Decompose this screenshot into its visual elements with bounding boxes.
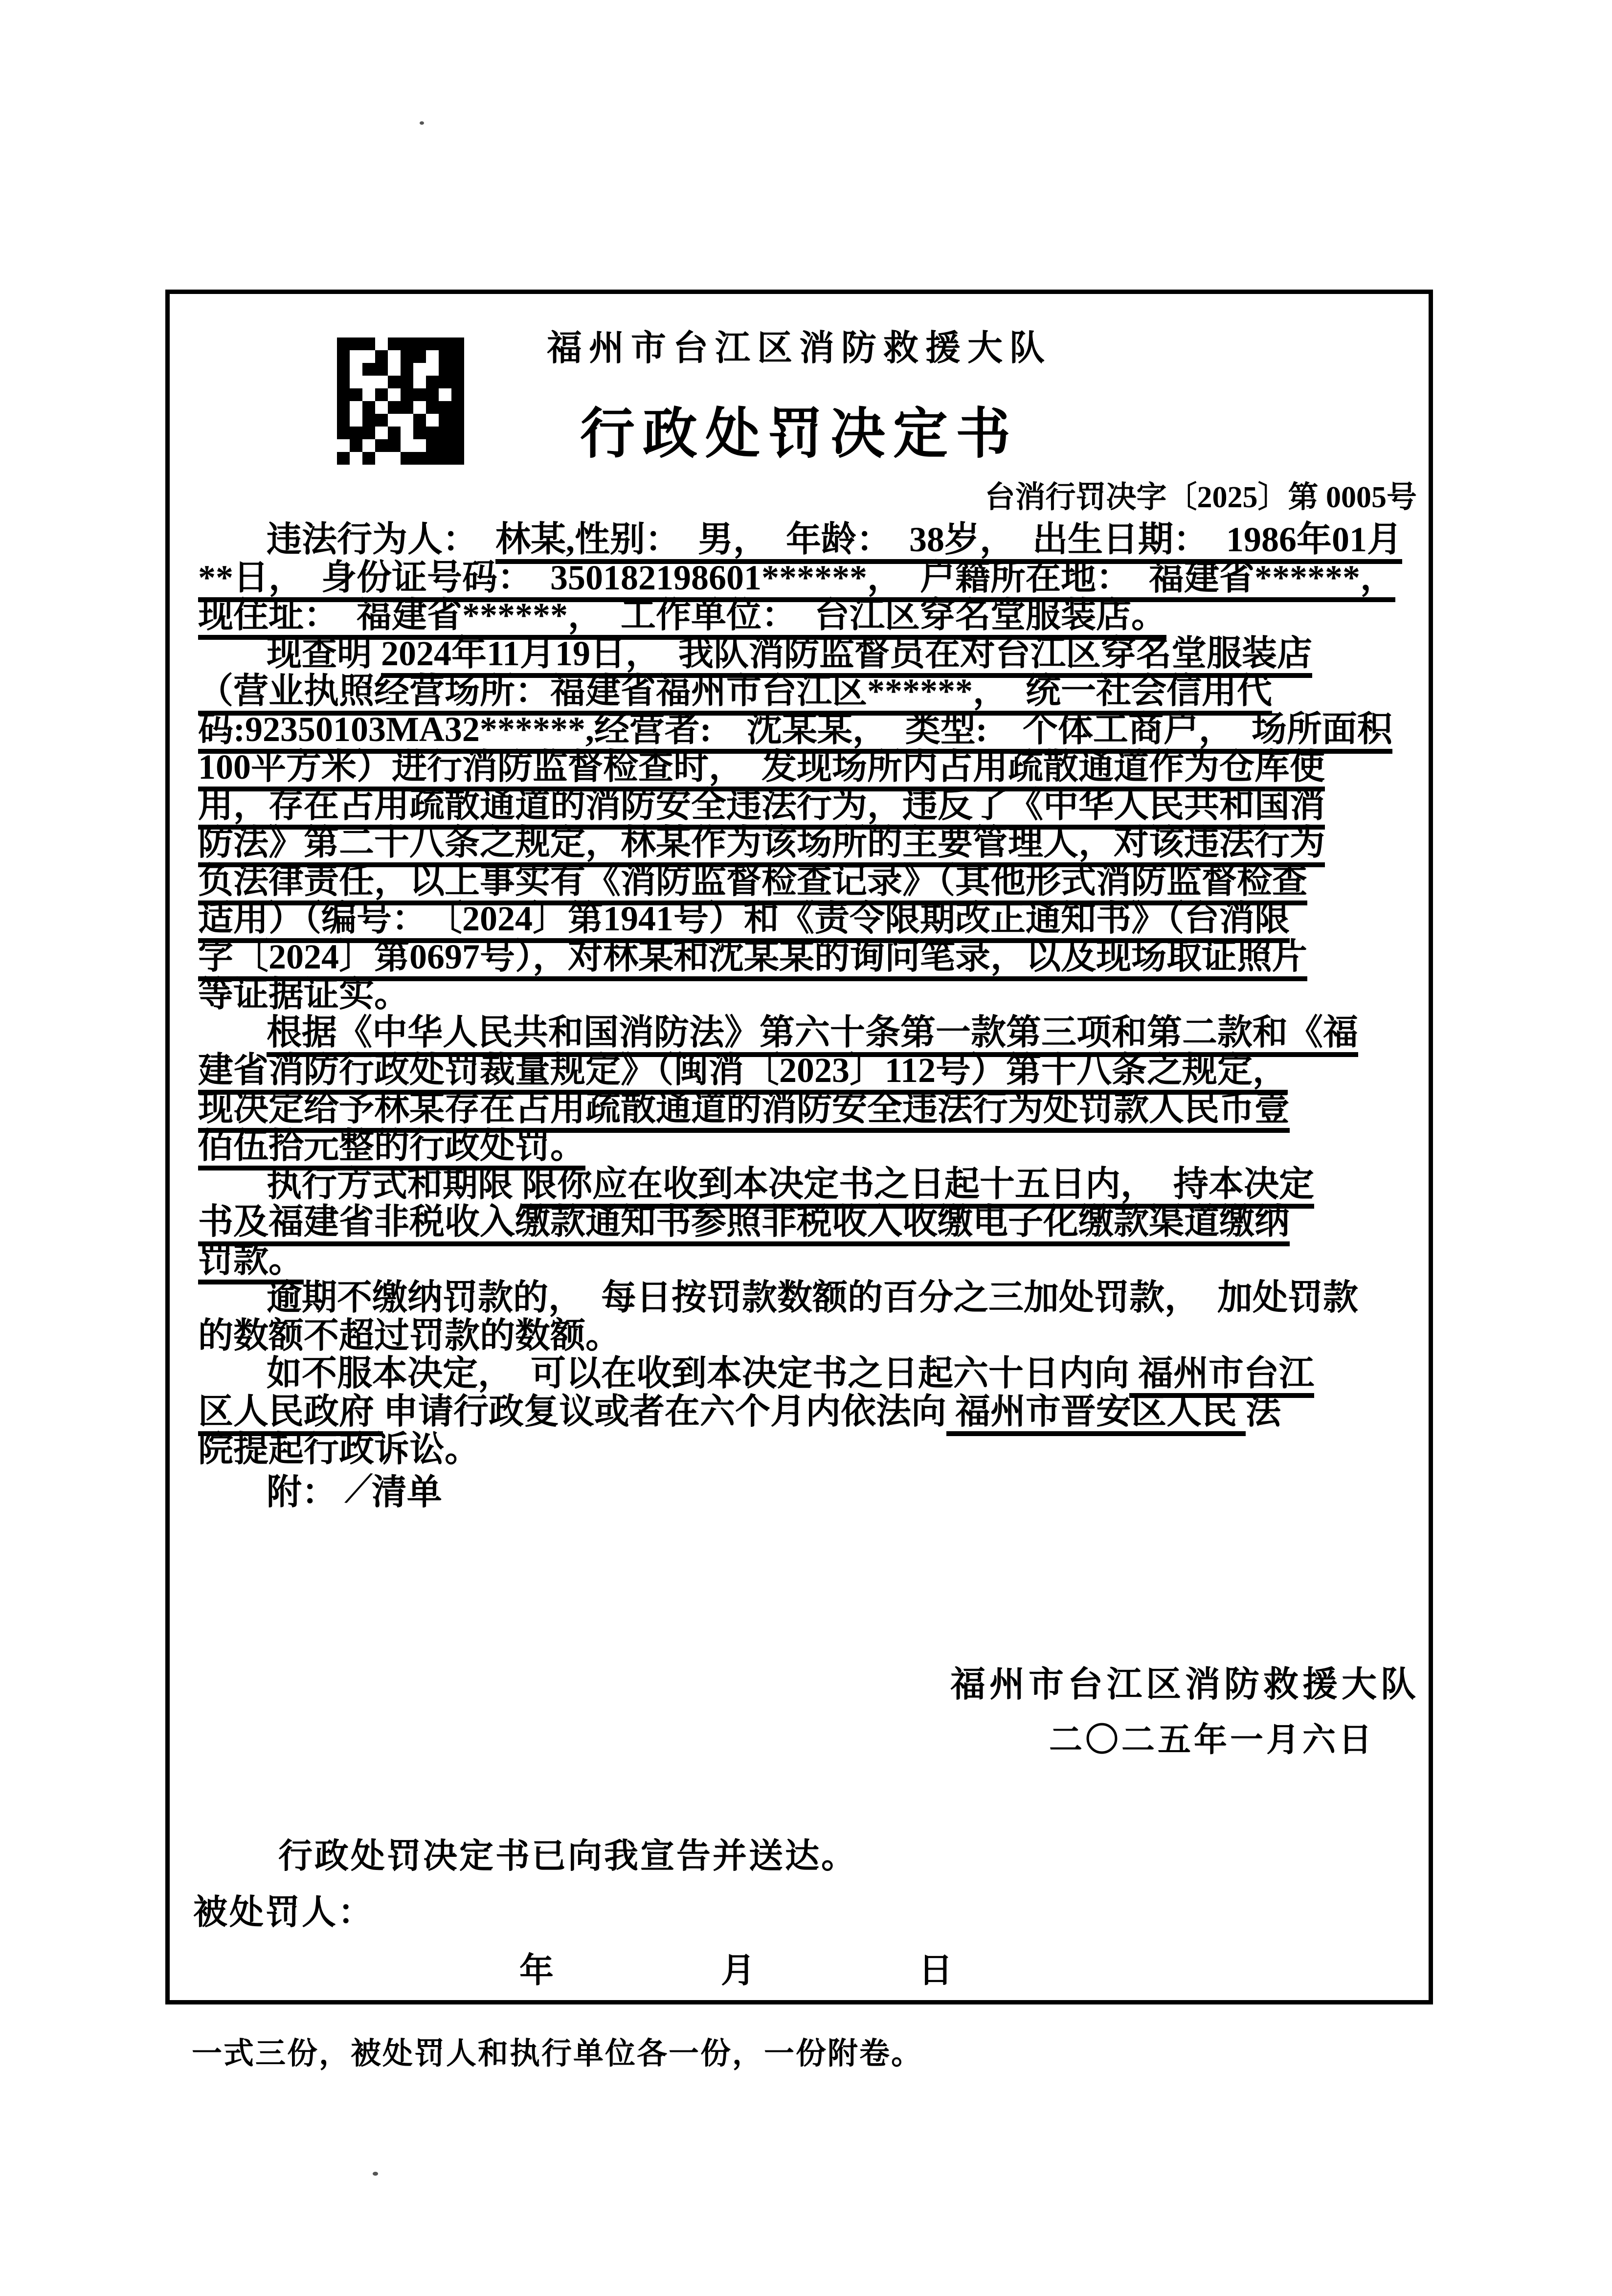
text-segment: 清单: [362, 1472, 442, 1512]
barcode-cell: [426, 376, 439, 388]
text-segment: 如不服本决定， 可以在收到本决定书之日起六十日内向: [267, 1354, 1130, 1393]
filled-in-text: 负法律责任，以上事实有《消防监督检查记录》（其他形式消防监督检查: [198, 861, 1307, 905]
barcode-cell: [388, 376, 401, 388]
filled-in-text: 100平方米）进行消防监督检查时， 发现场所内占用疏散通道作为仓库使: [198, 747, 1325, 791]
filled-in-text: 区人民政府: [198, 1392, 383, 1436]
filled-in-text: 防法》第二十八条之规定，林某作为该场所的主要管理人，对该违法行为: [198, 823, 1325, 867]
filled-in-text: 字〔2024〕第0697号），对林某和沈某某的询问笔录，以及现场取证照片: [198, 937, 1307, 981]
document-title: 行政处罚决定书: [580, 404, 1018, 465]
filled-in-text: 佰伍拾元整的行政处罚。: [198, 1126, 585, 1171]
text-segment: 等证据证实。: [198, 975, 410, 1014]
body-line: [198, 1166, 1416, 1204]
scan-speck: [420, 121, 424, 125]
body-line: [198, 1317, 1416, 1355]
filled-in-text: 建省消防行政处罚裁量规定》（闽消〔2023〕112号）第十八条之规定，: [198, 1051, 1288, 1095]
filled-in-text: 林某,性别： 男， 年龄： 38岁， 出生日期： 1986年01月: [495, 520, 1402, 564]
filled-in-text: 福州市台江: [1129, 1354, 1314, 1398]
body-line: [198, 1127, 1416, 1166]
barcode-cell: [451, 376, 464, 388]
text-segment: 申请行政复议或者在六个月内依法向: [383, 1392, 947, 1431]
body-line: [198, 1052, 1416, 1090]
body-line: [198, 597, 1416, 635]
filled-in-text: 现住址： 福建省******， 工作单位： 台江区穿名堂服装店。: [198, 596, 1166, 640]
body-line: [198, 748, 1416, 787]
body-line: [198, 711, 1416, 749]
filled-in-text: 用，存在占用疏散通道的消防安全违法行为，违反了《中华人民共和国消: [198, 786, 1325, 830]
copies-note: 一式三份，被处罚人和执行单位各一份，一份附卷。: [192, 2037, 923, 2071]
body-line: [198, 976, 1416, 1014]
body-line: [198, 1203, 1416, 1241]
scan-speck: [373, 2172, 378, 2176]
filled-in-text: 限你应在收到本决定书之日起十五日内， 持本决定: [522, 1165, 1314, 1209]
recipient-label: 被处罚人：: [193, 1894, 374, 1932]
body-line: [198, 1393, 1416, 1431]
filled-in-text: 2024年11月19日， 我队消防监督员在对台江区穿名堂服装店: [381, 634, 1312, 678]
body-line: [198, 1241, 1416, 1280]
body-line: [198, 1090, 1416, 1128]
filled-in-text: 现决定给予林某存在占用疏散通道的消防安全违法行为处罚款人民币壹: [198, 1089, 1290, 1133]
filled-in-text: 根据《中华人民共和国消防法》第六十条第一款第三项和第二款和《福: [267, 1013, 1358, 1057]
text-segment: 的数额不超过罚款的数额。: [198, 1316, 621, 1355]
document-border: [165, 290, 1433, 2004]
body-line: [198, 1460, 1416, 1515]
document-body: [170, 520, 1429, 1515]
body-line: [198, 635, 1416, 673]
body-line: [198, 1355, 1416, 1393]
text-segment: 违法行为人：: [267, 520, 496, 559]
month-label: 月: [721, 1952, 755, 1990]
body-line: [198, 938, 1416, 976]
issuing-agency-header: 福州市台江区消防救援大队: [546, 329, 1052, 368]
body-line: [198, 521, 1416, 559]
body-line: [198, 559, 1416, 597]
filled-in-text: 书及福建省非税收入缴款通知书参照非税收入收缴电子化缴款渠道缴纳: [198, 1202, 1290, 1246]
barcode-cell: [375, 376, 388, 388]
body-line: [198, 1431, 1416, 1469]
barcode-cell: [337, 376, 350, 388]
filled-in-text: 福州市晋安区人民: [946, 1392, 1246, 1436]
barcode-cell: [350, 376, 362, 388]
day-label: 日: [918, 1952, 953, 1990]
barcode-cell: [401, 376, 413, 388]
body-line: [198, 824, 1416, 862]
text-segment: 法: [1246, 1392, 1281, 1431]
filled-in-text: 适用）（编号： 〔2024〕第1941号）和《责令限期改正通知书》（台消限: [198, 899, 1290, 943]
body-line: [198, 787, 1416, 825]
filled-in-text: 码:92350103MA32******,经营者: 沈某某， 类型: 个体工商户， 场所面积: [198, 710, 1392, 754]
text-segment: 执行方式和期限: [267, 1164, 522, 1204]
signature-agency: 福州市台江区消防救援大队: [950, 1665, 1420, 1704]
filled-in-text: **日， 身份证号码： 350182198601******， 户籍所在地： 福建省******，: [198, 558, 1395, 602]
body-line: [198, 673, 1416, 711]
document-number: 台消行罚决字〔2025〕第 0005号: [985, 481, 1417, 514]
body-line: [198, 900, 1416, 938]
barcode-cell: [362, 376, 375, 388]
body-line: [198, 1279, 1416, 1317]
barcode-cell: [413, 376, 426, 388]
signature-date: 二〇二五年一月六日: [1049, 1721, 1375, 1758]
delivery-statement: 行政处罚决定书已向我宣告并送达。: [278, 1838, 857, 1875]
year-label: 年: [519, 1952, 554, 1990]
handwritten-slash: ∕: [352, 1460, 366, 1515]
text-segment: 附：: [267, 1472, 355, 1512]
text-segment: 逾期不缴纳罚款的， 每日按罚款数额的百分之三加处罚款， 加处罚款: [267, 1278, 1359, 1317]
filled-in-text: （营业执照经营场所：福建省福州市台江区******， 统一社会信用代: [198, 672, 1272, 716]
text-segment: 院提起行政诉讼。: [198, 1430, 480, 1469]
filled-in-text: 罚款。: [198, 1240, 304, 1284]
text-segment: 现查明: [267, 633, 381, 673]
body-line: [198, 862, 1416, 900]
barcode-cell: [439, 376, 451, 388]
body-line: [198, 1014, 1416, 1052]
